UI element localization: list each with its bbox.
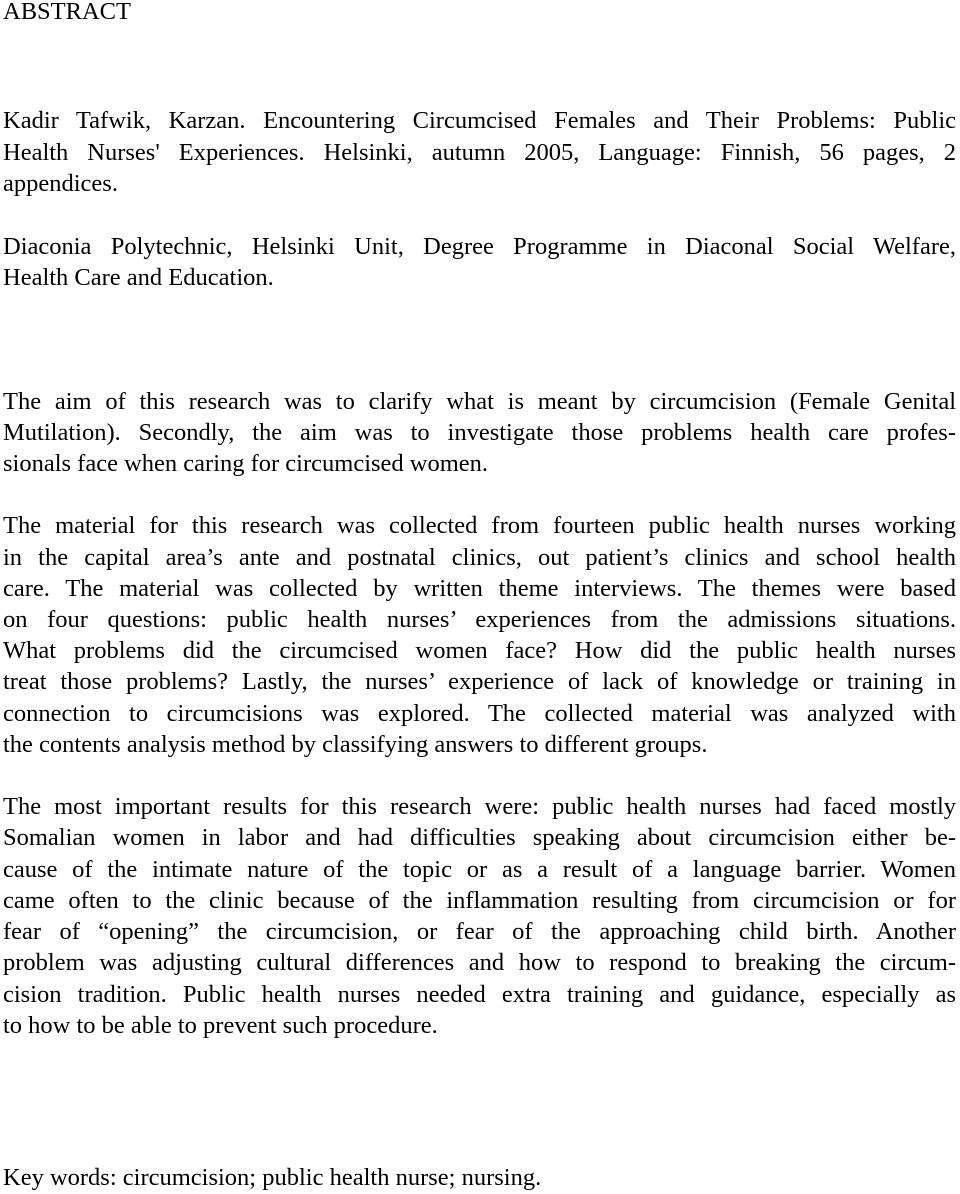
institution-line: Diaconia Polytechnic, Helsinki Unit, Degree Programme in Diaconal Social Welfare,	[3, 233, 956, 260]
results-line: cision tradition. Public health nurses needed extra training and guidance, especially as	[3, 981, 956, 1008]
results-line: to how to be able to prevent such procedure.	[3, 1012, 438, 1039]
material-line: treat those problems? Lastly, the nurses’ experience of lack of knowledge or training in	[3, 668, 956, 695]
results-line: fear of “opening” the circumcision, or fear of the approaching child birth. Another	[3, 918, 956, 945]
material-line: connection to circumcisions was explored. The collected material was analyzed with	[3, 700, 956, 727]
institution-line: Health Care and Education.	[3, 264, 274, 291]
aim-line: The aim of this research was to clarify what is meant by circumcision (Female Genital	[3, 388, 956, 415]
citation-line: Health Nurses' Experiences. Helsinki, autumn 2005, Language: Finnish, 56 pages, 2	[3, 139, 956, 166]
material-line: the contents analysis method by classifying answers to different groups.	[3, 731, 708, 758]
results-line: Somalian women in labor and had difficulties speaking about circumcision either be-	[3, 824, 956, 851]
keywords-line: Key words: circumcision; public health nurse; nursing.	[3, 1164, 542, 1191]
citation-line: Kadir Tafwik, Karzan. Encountering Circumcised Females and Their Problems: Public	[3, 107, 956, 134]
material-line: in the capital area’s ante and postnatal clinics, out patient’s clinics and school health	[3, 544, 956, 571]
material-line: care. The material was collected by written theme interviews. The themes were based	[3, 575, 956, 602]
citation-line: appendices.	[3, 170, 118, 197]
abstract-heading: ABSTRACT	[3, 0, 131, 25]
results-line: came often to the clinic because of the inflammation resulting from circumcision or for	[3, 887, 956, 914]
material-line: on four questions: public health nurses’ experiences from the admissions situations.	[3, 606, 956, 633]
results-line: problem was adjusting cultural differences and how to respond to breaking the circum-	[3, 949, 956, 976]
results-line: The most important results for this research were: public health nurses had faced mostly	[3, 793, 956, 820]
aim-line: Mutilation). Secondly, the aim was to investigate those problems health care profes-	[3, 419, 956, 446]
material-line: The material for this research was collected from fourteen public health nurses working	[3, 512, 956, 539]
material-line: What problems did the circumcised women face? How did the public health nurses	[3, 637, 956, 664]
results-line: cause of the intimate nature of the topic or as a result of a language barrier. Women	[3, 856, 956, 883]
aim-line: sionals face when caring for circumcised women.	[3, 450, 489, 477]
